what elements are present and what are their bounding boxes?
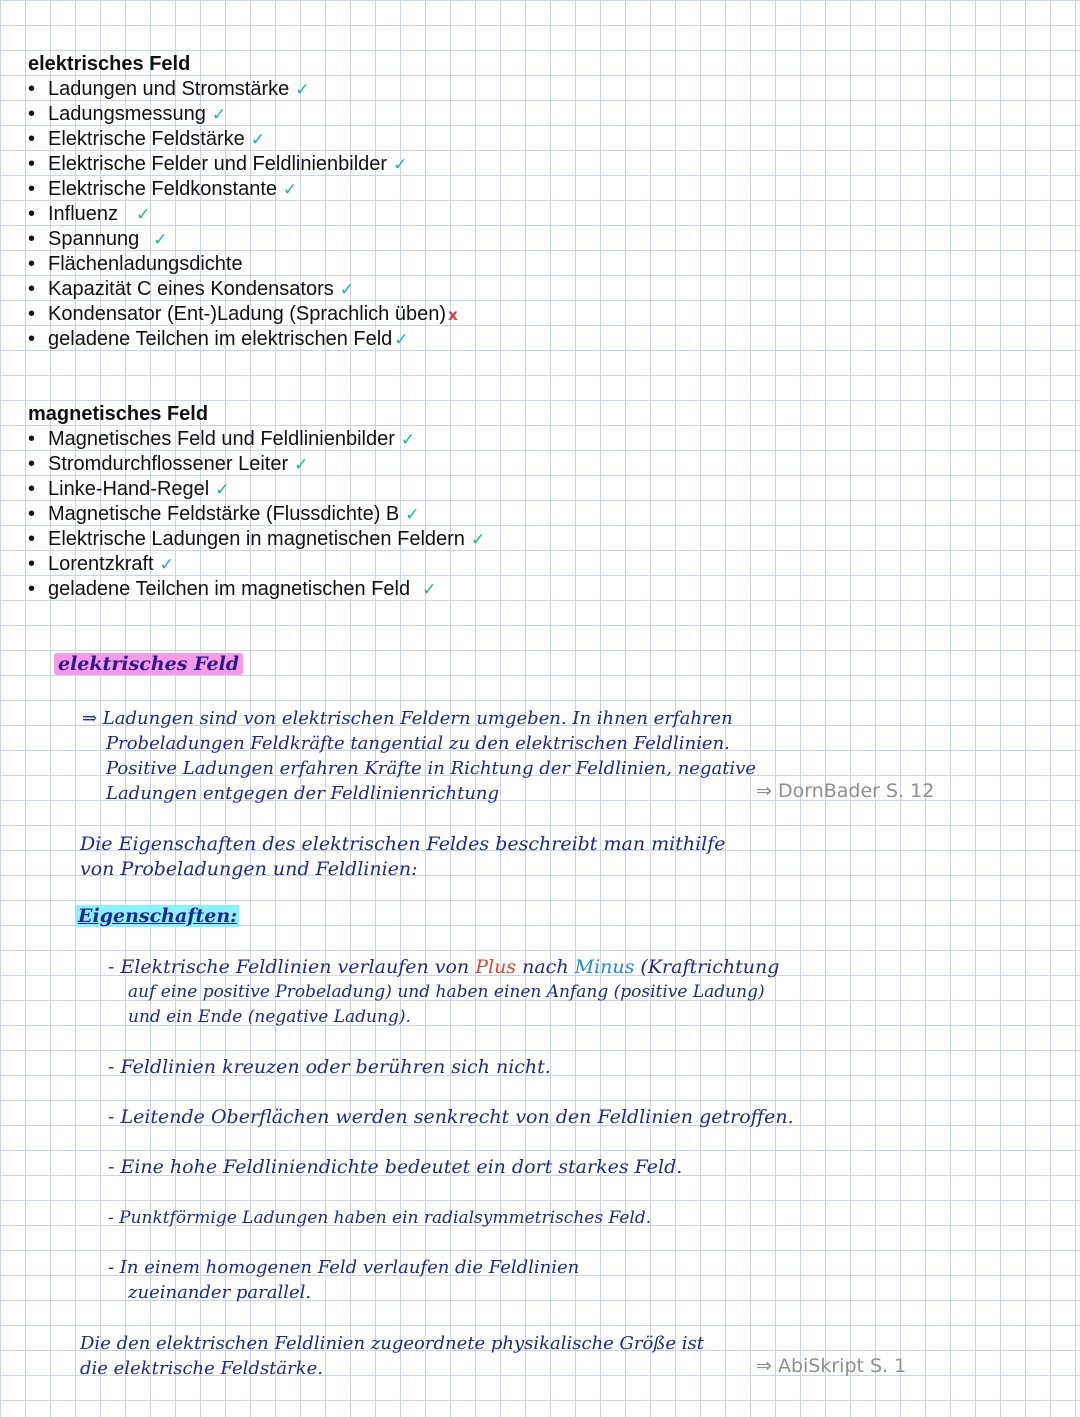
topic-label: geladene Teilchen im magnetischen Feld	[48, 578, 411, 600]
description-paragraph	[80, 832, 726, 882]
magnetic-topics-list	[28, 427, 485, 602]
topic-label: Stromdurchflossener Leiter	[48, 453, 289, 475]
topic-label: Influenz	[48, 203, 119, 225]
topic-label: Elektrische Felder und Feldlinienbilder	[48, 153, 388, 175]
list-item	[28, 477, 485, 502]
check-mark-icon: ✓	[283, 180, 298, 200]
conclusion-line: die elektrische Feldstärke.	[80, 1358, 324, 1379]
list-item	[28, 502, 485, 527]
list-item	[28, 427, 485, 452]
check-mark-icon: ✓	[159, 555, 174, 575]
reference-dornbader: ⇒ DornBader S. 12	[756, 780, 935, 802]
check-mark-icon: ✓	[136, 205, 151, 225]
electric-topics-section	[28, 52, 458, 352]
topic-label: Lorentzkraft	[48, 553, 154, 575]
check-mark-icon: ✓	[211, 105, 227, 125]
notes-title	[54, 653, 243, 675]
check-mark-icon: ✓	[394, 330, 409, 350]
properties-heading-highlight: Eigenschaften:	[78, 905, 238, 927]
check-mark-icon: ✓	[400, 430, 416, 450]
check-mark-icon: ✓	[339, 280, 354, 300]
topic-label: Ladungen und Stromstärke	[48, 78, 290, 100]
topic-label: Elektrische Feldstärke	[48, 128, 245, 150]
check-mark-icon: ✓	[405, 505, 420, 525]
property-line: - Elektrische Feldlinien verlaufen von Plus nach Minus (Kraftrichtung	[108, 956, 780, 978]
check-mark-icon: ✓	[295, 80, 310, 100]
property-perpendicular: - Leitende Oberflächen werden senkrecht von den Feldlinien getroffen.	[108, 1106, 794, 1128]
topic-label: Linke-Hand-Regel	[48, 478, 210, 500]
list-item	[28, 227, 458, 252]
property-line: und ein Ende (negative Ladung).	[128, 1007, 411, 1027]
check-mark-icon: ✓	[393, 155, 408, 175]
conclusion-line: Die den elektrischen Feldlinien zugeordnete physikalische Größe ist	[80, 1333, 704, 1354]
list-item	[28, 452, 485, 477]
property-line: zueinander parallel.	[128, 1282, 312, 1303]
reference-abiskript: ⇒ AbiSkript S. 1	[756, 1355, 907, 1377]
magnetic-topics-section	[28, 402, 485, 602]
list-item	[28, 77, 458, 102]
topic-label: Elektrische Feldkonstante	[48, 178, 278, 200]
topic-label: Magnetisches Feld und Feldlinienbilder	[48, 428, 395, 450]
list-item	[28, 302, 458, 327]
intro-line: Ladungen entgegen der Feldlinienrichtung	[106, 783, 500, 804]
topic-label: Elektrische Ladungen in magnetischen Feldern	[48, 528, 465, 550]
notes-title-highlight: elektrisches Feld	[54, 653, 243, 675]
plus-label: Plus	[475, 956, 517, 978]
property-point-charges: - Punktförmige Ladungen haben ein radialsymmetrisches Feld.	[108, 1208, 652, 1228]
intro-line: Probeladungen Feldkräfte tangential zu den elektrischen Feldlinien.	[106, 733, 730, 754]
property-line: - In einem homogenen Feld verlaufen die Feldlinien	[108, 1257, 580, 1278]
properties-heading	[76, 905, 239, 927]
property-homogeneous	[108, 1255, 579, 1305]
topic-label: Kondensator (Ent-)Ladung (Sprachlich üben)	[48, 303, 447, 325]
intro-line: Positive Ladungen erfahren Kräfte in Richtung der Feldlinien, negative	[106, 758, 757, 779]
electric-topics-list	[28, 77, 458, 352]
electric-topics-heading: elektrisches Feld	[28, 53, 191, 75]
list-item	[28, 202, 458, 227]
intro-line: ⇒ Ladungen sind von elektrischen Feldern umgeben. In ihnen erfahren	[82, 708, 733, 729]
check-mark-icon: ✓	[215, 480, 230, 500]
conclusion-paragraph	[80, 1331, 704, 1381]
topic-label: Kapazität C eines Kondensators	[48, 278, 334, 300]
list-item	[28, 152, 458, 177]
intro-paragraph	[82, 706, 756, 806]
check-mark-icon: ✓	[250, 130, 265, 150]
check-mark-icon: ✓	[422, 580, 437, 600]
description-line: von Probeladungen und Feldlinien:	[80, 858, 418, 880]
property-line-density: - Eine hohe Feldliniendichte bedeutet ein dort starkes Feld.	[108, 1156, 683, 1178]
list-item	[28, 102, 458, 127]
list-item	[28, 277, 458, 302]
check-mark-icon: ✓	[470, 530, 486, 550]
topic-label: Flächenladungsdichte	[48, 253, 243, 275]
list-item	[28, 252, 458, 277]
list-item	[28, 327, 458, 352]
list-item	[28, 552, 485, 577]
list-item	[28, 577, 485, 602]
topic-label: geladene Teilchen im elektrischen Feld	[48, 328, 393, 350]
list-item	[28, 177, 458, 202]
topic-label: Spannung	[48, 228, 140, 250]
list-item	[28, 127, 458, 152]
check-mark-icon: ✓	[153, 230, 168, 250]
topic-label: Magnetische Feldstärke (Flussdichte) B	[48, 503, 400, 525]
property-line: auf eine positive Probeladung) und haben einen Anfang (positive Ladung)	[128, 982, 765, 1002]
property-no-crossing: - Feldlinien kreuzen oder berühren sich nicht.	[108, 1056, 551, 1078]
description-line: Die Eigenschaften des elektrischen Feldes beschreibt man mithilfe	[80, 833, 726, 855]
cross-mark-icon: x	[448, 306, 458, 324]
property-field-direction	[108, 955, 779, 1030]
list-item	[28, 527, 485, 552]
magnetic-topics-heading: magnetisches Feld	[28, 403, 209, 425]
minus-label: Minus	[574, 956, 635, 978]
topic-label: Ladungsmessung	[48, 103, 206, 125]
check-mark-icon: ✓	[294, 455, 309, 475]
